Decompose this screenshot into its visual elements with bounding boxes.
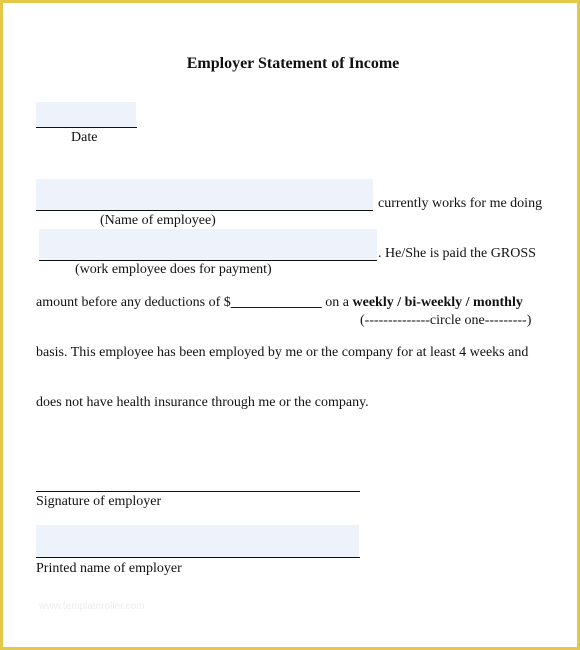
- date-label: Date: [71, 130, 98, 145]
- employee-name-line: [36, 210, 373, 211]
- signature-label: Signature of employer: [36, 494, 162, 509]
- document-title: Employer Statement of Income: [186, 55, 400, 72]
- printed-name-input[interactable]: [36, 525, 359, 557]
- insurance-text: does not have health insurance through me or the company.: [36, 395, 369, 410]
- work-description-label: (work employee does for payment): [75, 262, 272, 277]
- works-text: currently works for me doing: [378, 196, 543, 211]
- date-input[interactable]: [36, 102, 136, 128]
- work-description-input[interactable]: [39, 229, 377, 261]
- amount-blank-input[interactable]: _____________: [230, 295, 322, 310]
- basis-text: basis. This employee has been employed by me or the company for at least 4 weeks and: [36, 345, 529, 360]
- employee-name-label: (Name of employee): [100, 213, 216, 228]
- amount-line: [36, 295, 523, 311]
- frequency-options[interactable]: weekly / bi-weekly / monthly: [352, 295, 523, 310]
- on-a-text: on a: [321, 295, 353, 310]
- signature-line[interactable]: [36, 491, 360, 492]
- printed-name-line: [36, 557, 360, 558]
- employee-name-input[interactable]: [36, 179, 373, 211]
- circle-hint: (--------------circle one---------): [360, 313, 532, 328]
- paid-text: . He/She is paid the GROSS: [378, 246, 536, 261]
- work-description-line: [39, 260, 377, 261]
- amount-prefix: amount before any deductions of $: [36, 295, 231, 310]
- date-line: [36, 127, 137, 128]
- watermark: www.templateroller.com: [39, 601, 145, 612]
- printed-name-label: Printed name of employer: [36, 561, 182, 576]
